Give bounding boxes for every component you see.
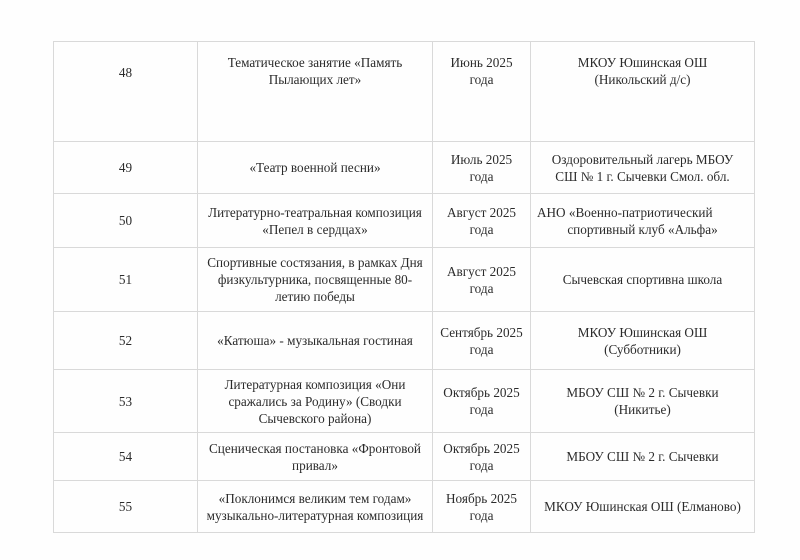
row-number-cell: 54 <box>54 433 198 481</box>
event-name-cell: «Театр военной песни» <box>198 142 433 194</box>
row-number-cell: 49 <box>54 142 198 194</box>
row-number-cell: 50 <box>54 194 198 248</box>
table-row <box>54 312 755 370</box>
row-number-cell: 52 <box>54 312 198 370</box>
row-number-cell: 51 <box>54 248 198 312</box>
table-row <box>54 42 755 142</box>
event-location-cell: МБОУ СШ № 2 г. Сычевки <box>531 433 755 481</box>
event-date-cell: Сентябрь 2025 года <box>433 312 531 370</box>
event-name-cell: Спортивные состязания, в рамках Дня физкультурника, посвященные 80- летию победы <box>198 248 433 312</box>
event-date-cell: Октябрь 2025 года <box>433 433 531 481</box>
event-date-cell: Август 2025 года <box>433 248 531 312</box>
table-row <box>54 370 755 433</box>
event-date-cell: Июль 2025 года <box>433 142 531 194</box>
event-location-cell: Оздоровительный лагерь МБОУ СШ № 1 г. Сычевки Смол. обл. <box>531 142 755 194</box>
table-row <box>54 142 755 194</box>
event-name-cell: «Катюша» - музыкальная гостиная <box>198 312 433 370</box>
events-table <box>53 41 755 533</box>
table-row <box>54 194 755 248</box>
table-row <box>54 248 755 312</box>
event-date-cell: Октябрь 2025 года <box>433 370 531 433</box>
event-date-cell: Ноябрь 2025 года <box>433 481 531 533</box>
event-date-cell: Август 2025 года <box>433 194 531 248</box>
row-number-cell: 53 <box>54 370 198 433</box>
table-row <box>54 481 755 533</box>
row-number-cell: 48 <box>54 42 198 142</box>
event-location-cell: Сычевская спортивна школа <box>531 248 755 312</box>
event-name-cell: «Поклонимся великим тем годам» музыкально-литературная композиция <box>198 481 433 533</box>
event-location-cell: МКОУ Юшинская ОШ (Никольский д/с) <box>531 42 755 142</box>
event-location-cell: МКОУ Юшинская ОШ (Елманово) <box>531 481 755 533</box>
event-location-cell: МКОУ Юшинская ОШ (Субботники) <box>531 312 755 370</box>
event-date-cell: Июнь 2025 года <box>433 42 531 142</box>
event-name-cell: Литературно-театральная композиция «Пепел в сердцах» <box>198 194 433 248</box>
row-number-cell: 55 <box>54 481 198 533</box>
event-location-cell: АНО «Военно-патриотический спортивный клуб «Альфа» <box>531 194 755 248</box>
event-name-cell: Сценическая постановка «Фронтовой привал» <box>198 433 433 481</box>
event-location-cell: МБОУ СШ № 2 г. Сычевки (Никитье) <box>531 370 755 433</box>
event-name-cell: Тематическое занятие «Память Пылающих лет» <box>198 42 433 142</box>
event-name-cell: Литературная композиция «Они сражались за Родину» (Сводки Сычевского района) <box>198 370 433 433</box>
table-row <box>54 433 755 481</box>
